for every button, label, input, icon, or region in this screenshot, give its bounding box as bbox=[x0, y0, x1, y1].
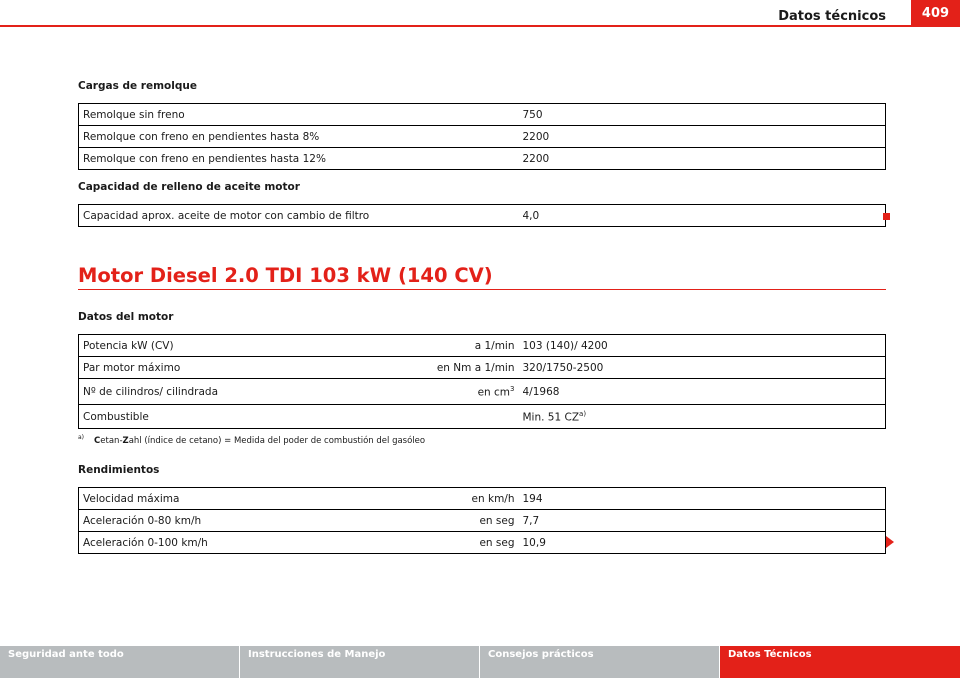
row-value: 7,7 bbox=[519, 510, 886, 532]
table-row bbox=[79, 104, 886, 126]
row-value: 320/1750-2500 bbox=[519, 357, 886, 379]
row-value: 4,0 bbox=[519, 205, 886, 227]
row-label: Velocidad máxima bbox=[83, 492, 180, 505]
page-number: 409 bbox=[911, 0, 960, 27]
footnote-ref: a) bbox=[579, 409, 587, 418]
footer-tab-datos-tecnicos[interactable]: Datos Técnicos bbox=[720, 646, 960, 678]
table-row bbox=[79, 205, 886, 227]
row-label: Par motor máximo bbox=[83, 361, 181, 374]
row-label: Remolque sin freno bbox=[79, 104, 519, 126]
row-unit: en seg bbox=[479, 536, 515, 549]
footnote-marker: a) bbox=[78, 434, 85, 441]
footer-tab-consejos[interactable]: Consejos prácticos bbox=[480, 646, 720, 678]
row-label: Aceleración 0-100 km/h bbox=[83, 536, 208, 549]
row-unit: en Nm a 1/min bbox=[436, 361, 515, 374]
footnote: $^{a)}$ Cetan-Zahl (índice de cetano) = Medida del poder de combustión del gasóleo bbox=[78, 434, 426, 446]
table-row bbox=[79, 379, 886, 405]
table-rendimientos bbox=[78, 487, 886, 554]
row-label: Remolque con freno en pendientes hasta 8% bbox=[79, 126, 519, 148]
page-header-title: Datos técnicos bbox=[778, 9, 886, 24]
row-unit: en seg bbox=[479, 514, 515, 527]
footer-nav bbox=[0, 646, 960, 678]
section-title-remolque: Cargas de remolque bbox=[78, 80, 197, 92]
row-value: 2200 bbox=[519, 126, 886, 148]
row-value: 2200 bbox=[519, 148, 886, 170]
row-label: Combustible bbox=[79, 405, 519, 429]
heading-rule bbox=[78, 289, 886, 290]
table-row bbox=[79, 488, 886, 510]
section-title-rendimientos: Rendimientos bbox=[78, 464, 160, 476]
table-remolque bbox=[78, 103, 886, 170]
row-value: 10,9 bbox=[519, 532, 886, 554]
section-title-aceite: Capacidad de relleno de aceite motor bbox=[78, 181, 300, 193]
table-row bbox=[79, 126, 886, 148]
header-rule bbox=[0, 25, 960, 27]
continue-arrow-icon bbox=[886, 536, 894, 548]
table-row bbox=[79, 510, 886, 532]
table-datos-motor bbox=[78, 334, 886, 429]
table-row bbox=[79, 335, 886, 357]
row-value: 194 bbox=[519, 488, 886, 510]
row-label: Potencia kW (CV) bbox=[83, 339, 174, 352]
row-label: Capacidad aprox. aceite de motor con cambio de filtro bbox=[79, 205, 519, 227]
row-value: 750 bbox=[519, 104, 886, 126]
row-value: 4/1968 bbox=[519, 379, 886, 405]
footer-tab-instrucciones[interactable]: Instrucciones de Manejo bbox=[240, 646, 480, 678]
row-unit: en $cm^3$ bbox=[477, 384, 515, 399]
row-value: Min. 51 CZ bbox=[522, 411, 580, 424]
section-title-datos: Datos del motor bbox=[78, 311, 174, 323]
section-end-icon bbox=[883, 213, 890, 220]
table-row bbox=[79, 357, 886, 379]
main-heading: Motor Diesel 2.0 TDI 103 kW (140 CV) bbox=[78, 264, 493, 287]
row-label: Remolque con freno en pendientes hasta 12% bbox=[79, 148, 519, 170]
table-row bbox=[79, 148, 886, 170]
table-row bbox=[79, 532, 886, 554]
row-unit: en km/h bbox=[471, 492, 515, 505]
row-value: 103 (140)/ 4200 bbox=[519, 335, 886, 357]
row-label: Nº de cilindros/ cilindrada bbox=[83, 386, 218, 399]
table-aceite bbox=[78, 204, 886, 227]
row-label: Aceleración 0-80 km/h bbox=[83, 514, 202, 527]
unit-superscript: 3 bbox=[510, 384, 515, 393]
footer-tab-seguridad[interactable]: Seguridad ante todo bbox=[0, 646, 240, 678]
row-unit: a 1/min bbox=[474, 339, 515, 352]
table-row bbox=[79, 405, 886, 429]
